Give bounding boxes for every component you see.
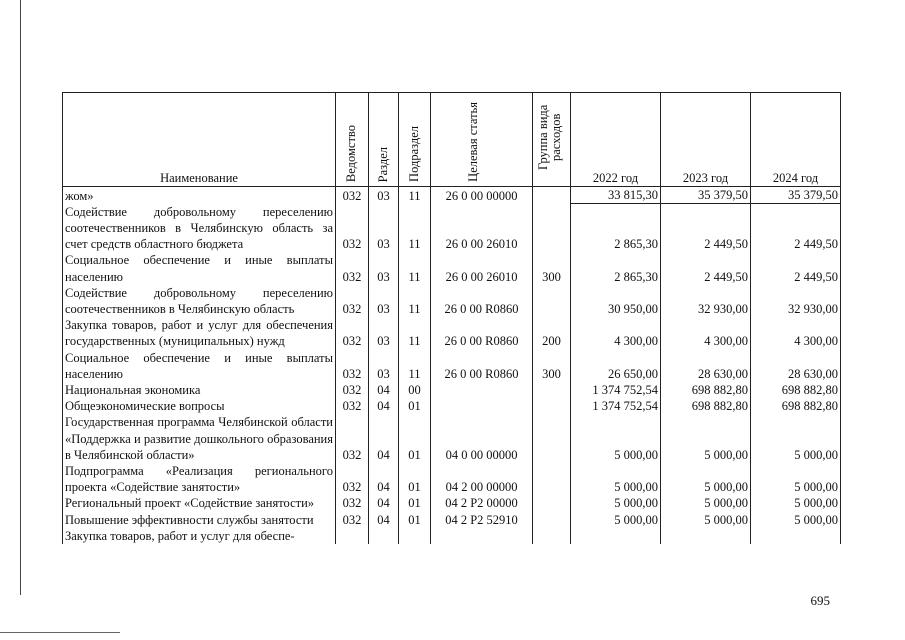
- table-header-row: [63, 93, 841, 187]
- row-value-2023: 2 449,50: [661, 204, 751, 253]
- row-vedomstvo: 032: [336, 317, 369, 349]
- row-name: Содействие добровольному переселению соотечественников в Челябинскую область: [63, 285, 336, 317]
- row-vedomstvo: 032: [336, 204, 369, 253]
- row-value-2024: 2 449,50: [751, 252, 841, 284]
- row-razdel: 03: [369, 285, 399, 317]
- row-gruppa-vida: 300: [533, 350, 571, 382]
- header-gruppa-vida-rashodov: Группа вида расходов: [533, 93, 571, 187]
- table-row: [63, 317, 841, 349]
- row-gruppa-vida: [533, 204, 571, 253]
- row-value-2023: 35 379,50: [661, 187, 751, 204]
- row-vedomstvo: 032: [336, 285, 369, 317]
- row-podrazdel: 11: [399, 252, 431, 284]
- header-2024: 2024 год: [751, 93, 841, 187]
- row-value-2024: 32 930,00: [751, 285, 841, 317]
- row-gruppa-vida: 300: [533, 252, 571, 284]
- row-value-2024: 5 000,00: [751, 495, 841, 511]
- row-value-2024: 2 449,50: [751, 204, 841, 253]
- row-vedomstvo: 032: [336, 414, 369, 463]
- row-value-2023: 2 449,50: [661, 252, 751, 284]
- row-razdel: 03: [369, 350, 399, 382]
- header-2022: 2022 год: [571, 93, 661, 187]
- row-gruppa-vida: [533, 414, 571, 463]
- row-value-2024: 35 379,50: [751, 187, 841, 204]
- header-razdel: Раздел: [369, 93, 399, 187]
- row-value-2022: 5 000,00: [571, 463, 661, 495]
- row-value-2023: 28 630,00: [661, 350, 751, 382]
- row-name: Национальная экономика: [63, 382, 336, 398]
- row-name: Закупка товаров, работ и услуг для обеспечения государственных (муниципальных) нужд: [63, 317, 336, 349]
- row-vedomstvo: 032: [336, 382, 369, 398]
- row-name: Подпрограмма «Реализация регионального проекта «Содействие занятости»: [63, 463, 336, 495]
- row-value-2024: 28 630,00: [751, 350, 841, 382]
- row-value-2024: [751, 528, 841, 544]
- row-razdel: 03: [369, 252, 399, 284]
- row-value-2022: 26 650,00: [571, 350, 661, 382]
- table-row: [63, 528, 841, 544]
- header-vedomstvo: Ведомство: [336, 93, 369, 187]
- row-gruppa-vida: [533, 495, 571, 511]
- row-value-2022: 2 865,30: [571, 204, 661, 253]
- row-value-2023: 5 000,00: [661, 414, 751, 463]
- row-podrazdel: 11: [399, 187, 431, 204]
- row-vedomstvo: 032: [336, 187, 369, 204]
- row-podrazdel: 11: [399, 350, 431, 382]
- row-value-2022: 1 374 752,54: [571, 382, 661, 398]
- row-celevaya-statya: 26 0 00 26010: [431, 204, 533, 253]
- page-number: 695: [810, 593, 830, 608]
- row-gruppa-vida: [533, 512, 571, 528]
- row-gruppa-vida: [533, 382, 571, 398]
- row-value-2022: 33 815,30: [571, 187, 661, 204]
- row-celevaya-statya: 26 0 00 00000: [431, 187, 533, 204]
- row-value-2022: 4 300,00: [571, 317, 661, 349]
- header-2023: 2023 год: [661, 93, 751, 187]
- table-row: [63, 204, 841, 253]
- row-name: Закупка товаров, работ и услуг для обеспе-: [63, 528, 336, 544]
- row-celevaya-statya: 26 0 00 R0860: [431, 285, 533, 317]
- row-vedomstvo: 032: [336, 252, 369, 284]
- budget-table: [62, 92, 841, 544]
- row-celevaya-statya: 04 2 P2 52910: [431, 512, 533, 528]
- row-name: Социальное обеспечение и иные выплаты населению: [63, 350, 336, 382]
- row-podrazdel: [399, 528, 431, 544]
- scan-bottom-line: [0, 632, 120, 633]
- row-value-2022: 5 000,00: [571, 495, 661, 511]
- row-razdel: [369, 528, 399, 544]
- table-row: [63, 187, 841, 204]
- row-name: Содействие добровольному переселению соотечественников в Челябинскую область за счет средств областного бюджета: [63, 204, 336, 253]
- row-podrazdel: 11: [399, 204, 431, 253]
- row-value-2023: 5 000,00: [661, 495, 751, 511]
- row-razdel: 04: [369, 512, 399, 528]
- row-vedomstvo: 032: [336, 495, 369, 511]
- table-row: [63, 350, 841, 382]
- row-name: жом»: [63, 187, 336, 204]
- row-value-2024: 4 300,00: [751, 317, 841, 349]
- row-name: Государственная программа Челябинской области «Поддержка и развитие дошкольного образования в Челябинской области»: [63, 414, 336, 463]
- row-celevaya-statya: 04 2 P2 00000: [431, 495, 533, 511]
- row-razdel: 03: [369, 187, 399, 204]
- row-vedomstvo: 032: [336, 463, 369, 495]
- row-value-2023: 5 000,00: [661, 463, 751, 495]
- header-celevaya-statya: Целевая статья: [431, 93, 533, 187]
- row-razdel: 04: [369, 414, 399, 463]
- row-podrazdel: 11: [399, 285, 431, 317]
- row-celevaya-statya: [431, 382, 533, 398]
- row-value-2023: 4 300,00: [661, 317, 751, 349]
- row-podrazdel: 00: [399, 382, 431, 398]
- scan-edge-line: [20, 0, 21, 595]
- row-podrazdel: 01: [399, 414, 431, 463]
- row-celevaya-statya: [431, 398, 533, 414]
- row-name: Региональный проект «Содействие занятости»: [63, 495, 336, 511]
- table-row: [63, 512, 841, 528]
- row-gruppa-vida: [533, 463, 571, 495]
- row-celevaya-statya: 26 0 00 R0860: [431, 317, 533, 349]
- table-row: [63, 398, 841, 414]
- row-vedomstvo: 032: [336, 398, 369, 414]
- row-value-2024: 5 000,00: [751, 512, 841, 528]
- row-value-2024: 5 000,00: [751, 414, 841, 463]
- table-row: [63, 495, 841, 511]
- row-gruppa-vida: [533, 187, 571, 204]
- row-celevaya-statya: 04 2 00 00000: [431, 463, 533, 495]
- row-celevaya-statya: 26 0 00 26010: [431, 252, 533, 284]
- row-value-2022: 2 865,30: [571, 252, 661, 284]
- row-celevaya-statya: 26 0 00 R0860: [431, 350, 533, 382]
- row-razdel: 04: [369, 495, 399, 511]
- row-value-2022: 30 950,00: [571, 285, 661, 317]
- row-gruppa-vida: [533, 528, 571, 544]
- row-podrazdel: 01: [399, 398, 431, 414]
- table-row: [63, 463, 841, 495]
- row-value-2024: 5 000,00: [751, 463, 841, 495]
- row-gruppa-vida: 200: [533, 317, 571, 349]
- row-value-2024: 698 882,80: [751, 398, 841, 414]
- table-row: [63, 414, 841, 463]
- table-row: [63, 252, 841, 284]
- row-value-2022: 5 000,00: [571, 512, 661, 528]
- row-name: Повышение эффективности службы занятости: [63, 512, 336, 528]
- row-value-2023: 32 930,00: [661, 285, 751, 317]
- row-value-2024: 698 882,80: [751, 382, 841, 398]
- row-razdel: 04: [369, 398, 399, 414]
- row-razdel: 04: [369, 382, 399, 398]
- row-vedomstvo: 032: [336, 350, 369, 382]
- row-value-2022: 1 374 752,54: [571, 398, 661, 414]
- row-celevaya-statya: [431, 528, 533, 544]
- row-razdel: 03: [369, 204, 399, 253]
- table-row: [63, 285, 841, 317]
- row-podrazdel: 11: [399, 317, 431, 349]
- table-row: [63, 382, 841, 398]
- header-name: Наименование: [63, 93, 336, 187]
- row-razdel: 03: [369, 317, 399, 349]
- header-podrazdel: Подраздел: [399, 93, 431, 187]
- row-name: Общеэкономические вопросы: [63, 398, 336, 414]
- row-value-2023: 698 882,80: [661, 398, 751, 414]
- row-gruppa-vida: [533, 398, 571, 414]
- row-value-2022: 5 000,00: [571, 414, 661, 463]
- row-value-2023: 5 000,00: [661, 512, 751, 528]
- row-podrazdel: 01: [399, 495, 431, 511]
- row-podrazdel: 01: [399, 463, 431, 495]
- row-value-2022: [571, 528, 661, 544]
- row-celevaya-statya: 04 0 00 00000: [431, 414, 533, 463]
- row-vedomstvo: 032: [336, 512, 369, 528]
- row-vedomstvo: [336, 528, 369, 544]
- row-gruppa-vida: [533, 285, 571, 317]
- row-value-2023: 698 882,80: [661, 382, 751, 398]
- row-value-2023: [661, 528, 751, 544]
- row-razdel: 04: [369, 463, 399, 495]
- row-name: Социальное обеспечение и иные выплаты населению: [63, 252, 336, 284]
- row-podrazdel: 01: [399, 512, 431, 528]
